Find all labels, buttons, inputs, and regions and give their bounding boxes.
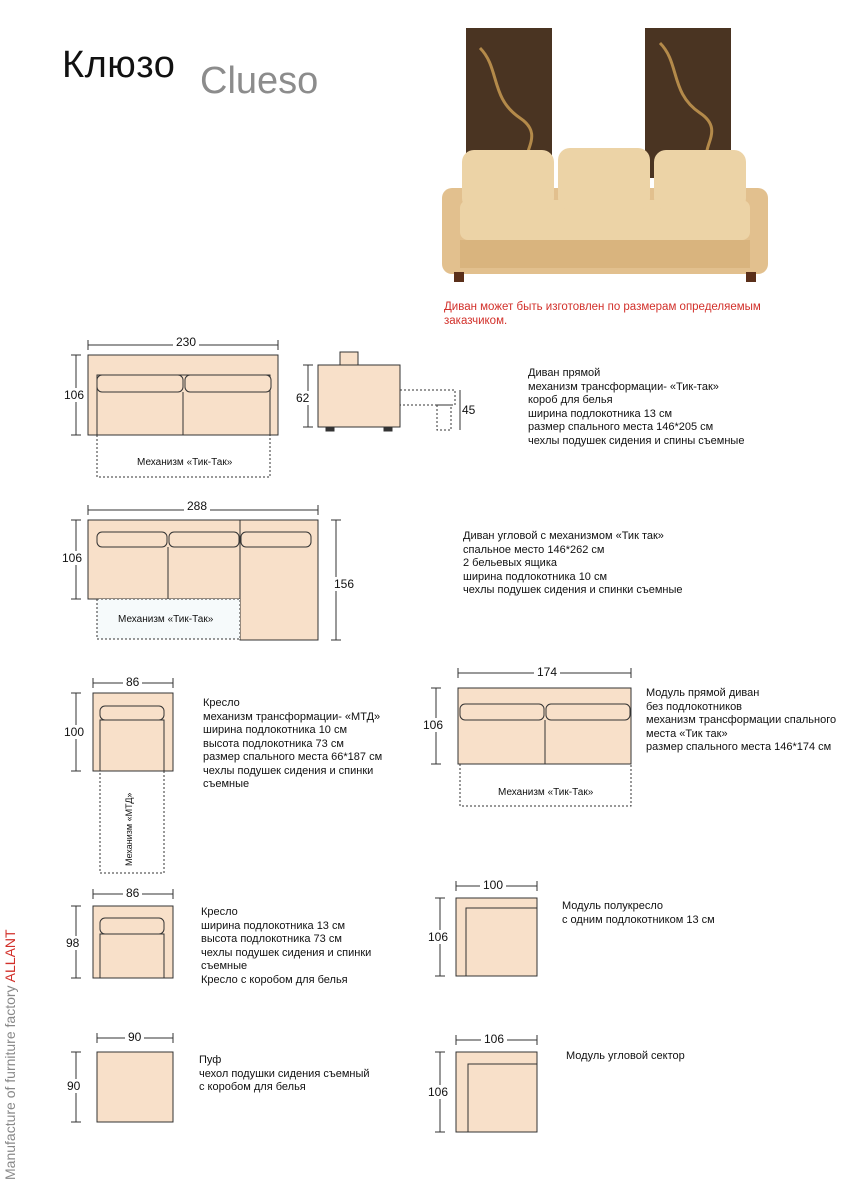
dim-width-3: 86 bbox=[123, 675, 142, 689]
custom-size-notice: Диван может быть изготовлен по размерам определяемым заказчиком. bbox=[444, 301, 761, 327]
description-8: Модуль угловой сектор bbox=[566, 1050, 685, 1062]
dim-depth-1: 106 bbox=[64, 388, 85, 402]
mechanism-label-1: Механизм «Тик-Так» bbox=[137, 457, 233, 468]
dim-depth-2: 106 bbox=[62, 551, 83, 565]
dim-depth-4: 106 bbox=[423, 718, 444, 732]
dim-depth-6: 106 bbox=[428, 930, 449, 944]
dim-seat-1: 45 bbox=[462, 403, 476, 417]
description-5: Кресло ширина подлокотника 13 см высота подлокотника 73 см чехлы подушек сидения и спинки съемные Кресло с коробом для белья bbox=[201, 906, 372, 986]
manufacturer-brand: ALLANT bbox=[2, 929, 18, 983]
manufacturer-prefix: Manufacture of furniture factory bbox=[2, 982, 18, 1180]
dim-width-2: 288 bbox=[184, 499, 210, 513]
dim-width-1: 230 bbox=[173, 335, 199, 349]
description-4: Модуль прямой диван без подлокотников механизм трансформации спального места «Тик так» размер спального места 146*174 см bbox=[646, 687, 837, 753]
mechanism-label-2: Механизм «Тик-Так» bbox=[118, 614, 214, 625]
title-english: Clueso bbox=[200, 60, 319, 102]
dim-corner-2: 156 bbox=[334, 577, 355, 591]
mechanism-label-4: Механизм «Тик-Так» bbox=[498, 787, 594, 798]
dim-width-4: 174 bbox=[534, 665, 560, 679]
description-1: Диван прямой механизм трансформации- «Тик-так» короб для белья ширина подлокотника 13 см размер спального места 146*205 см чехлы подушек сидения и спины съемные bbox=[528, 367, 745, 447]
description-6: Модуль полукресло с одним подлокотником 13 см bbox=[562, 900, 715, 926]
dim-height-1: 62 bbox=[296, 391, 310, 405]
description-2: Диван угловой с механизмом «Тик так» спальное место 146*262 см 2 бельевых ящика ширина подлокотника 10 см чехлы подушек сидения и спинки съемные bbox=[463, 530, 683, 596]
description-3: Кресло механизм трансформации- «МТД» ширина подлокотника 10 см высота подлокотника 73 см размер спального места 66*187 см чехлы подушек сидения и спинки съемные bbox=[203, 697, 383, 790]
title-russian: Клюзо bbox=[62, 44, 176, 86]
mechanism-label-3: Механизм «МТД» bbox=[124, 792, 134, 866]
dim-width-7: 90 bbox=[125, 1030, 144, 1044]
dim-depth-7: 90 bbox=[67, 1079, 81, 1093]
dim-width-6: 100 bbox=[480, 878, 506, 892]
dim-width-5: 86 bbox=[123, 886, 142, 900]
dim-depth-5: 98 bbox=[66, 936, 80, 950]
description-7: Пуф чехол подушки сидения съемный с коробом для белья bbox=[199, 1054, 370, 1093]
dim-depth-8: 106 bbox=[428, 1085, 449, 1099]
dim-width-8: 106 bbox=[481, 1032, 507, 1046]
dim-depth-3: 100 bbox=[64, 725, 85, 739]
